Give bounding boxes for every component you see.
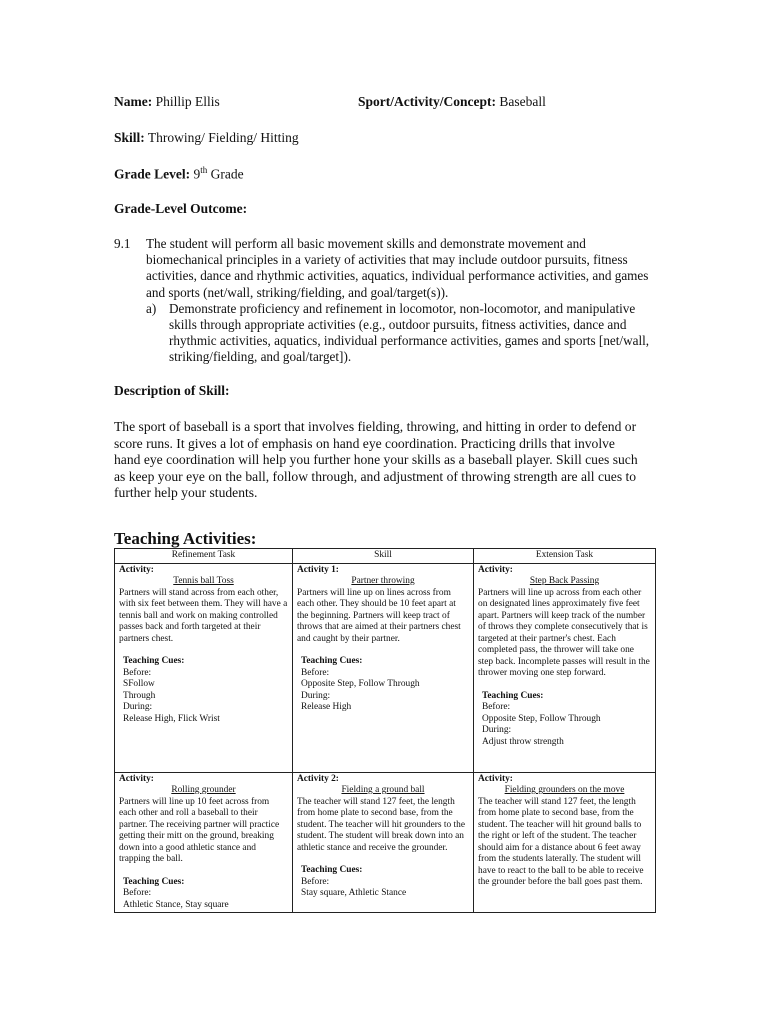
outcome-subitem-label: a) xyxy=(146,300,157,316)
extension-cell-2 xyxy=(474,772,656,913)
cue-line: Through xyxy=(123,690,156,701)
cue-line: Before: xyxy=(301,876,330,887)
cue-line: Before: xyxy=(482,702,511,712)
teaching-activities-heading: Teaching Activities: xyxy=(114,529,257,548)
description-text: The sport of baseball is a sport that involves fielding, throwing, and hitting in order to defend or score runs. It gives a lot of emphasis on hand eye coordination. Practicing drills that involve hand eye coordination will help you further hone your skills as a baseball player. Skill cues such as keep your eye on the ball, follow through, and adjustment of throwing strength are all cues to further help your students. xyxy=(114,419,638,501)
name-label: Name: xyxy=(114,94,153,109)
cue-line: During: xyxy=(482,725,512,735)
outcome-subitem xyxy=(146,301,659,366)
activity-body: Partners will line up across from each other on designated lines approximately five feet apart. Partners will keep track of the number of throws they complete consecutively that is targeted at their partner's chest. Each completed pass, the thrower will take one step back. Incomplete passes will result in the thrower moving one step forward. xyxy=(478,587,650,678)
activity-body: The teacher will stand 127 feet, the length from home plate to second base, from the student. The teacher will hit grounders to the student. The student will break down into an athletic stance and receive the grounder. xyxy=(297,796,466,853)
cue-line: Release High xyxy=(301,702,352,712)
extension-cell-1 xyxy=(474,563,656,772)
column-header-refinement: Refinement Task xyxy=(115,549,293,564)
cue-line: During: xyxy=(123,702,153,712)
sport-line xyxy=(358,94,546,110)
skill-value: Throwing/ Fielding/ Hitting xyxy=(147,130,299,145)
activity-label: Activity 2: xyxy=(297,773,339,784)
teaching-cues-label: Teaching Cues: xyxy=(123,656,185,666)
name-line xyxy=(114,94,220,110)
outcome-number: 9.1 xyxy=(114,236,131,251)
activity-body: Partners will line up 10 feet across from each other and roll a baseball to their partner. The receiving partner will practice getting their mitt on the ground, breaking down into a good athletic stance and trapping the ball. xyxy=(119,796,280,864)
activity-body: The teacher will stand 127 feet, the length from home plate to second base, from the student. The teacher will hit ground balls to the right or left of the student. The teacher should aim for a distance about 6 feet away from the students laterally. The student will have to react to the ball to be able to receive the grounder before the ball goes past them. xyxy=(478,796,644,887)
teaching-cues-label: Teaching Cues: xyxy=(301,865,363,875)
cue-line: Opposite Step, Follow Through xyxy=(301,679,420,689)
activity-body: Partners will line up on lines across from each other. They should be 10 feet apart at the beginning. Partners will keep tract of throws that are aimed at their partners chest and caught by their partner. xyxy=(297,587,461,644)
grade-suffix: Grade xyxy=(210,166,244,182)
teaching-cues-label: Teaching Cues: xyxy=(123,876,185,887)
outcome-text: The student will perform all basic movement skills and demonstrate movement and biomechanical principles in a variety of activities that may include outdoor pursuits, fitness activities, dance and rhythmic activities, aquatics, individual performance activities, and games and sports (net/wall, striking/fielding, and goal/target(s)). xyxy=(146,236,649,300)
grade-label: Grade Level: xyxy=(114,166,191,182)
refinement-cell-2 xyxy=(115,772,293,913)
cue-line: Before: xyxy=(301,667,330,678)
activity-title: Rolling grounder xyxy=(171,785,236,795)
column-header-extension: Extension Task xyxy=(474,549,656,564)
activity-label: Activity 1: xyxy=(297,564,339,575)
activity-label: Activity: xyxy=(478,564,513,575)
table-header-row xyxy=(115,549,656,564)
activity-title: Fielding grounders on the move xyxy=(504,785,625,795)
skill-label: Skill: xyxy=(114,130,145,145)
cue-line: Before: xyxy=(123,667,152,678)
activity-body: Partners will stand across from each other, with six feet between them. They will have a tennis ball and work on making controlled passes back and forth targeted at their partners chest. xyxy=(119,587,288,644)
teaching-activities-table xyxy=(114,548,656,913)
description-heading: Description of Skill: xyxy=(114,383,230,398)
table-row xyxy=(115,772,656,913)
outcome-block xyxy=(114,236,659,366)
table-row xyxy=(115,563,656,772)
cue-line: Athletic Stance, Stay square xyxy=(123,899,229,910)
activity-title: Partner throwing xyxy=(351,576,415,586)
activity-label: Activity: xyxy=(119,564,154,575)
grade-number: 9 xyxy=(193,166,201,182)
grade-line xyxy=(114,165,244,183)
outcome-subitem-text: Demonstrate proficiency and refinement in locomotor, non-locomotor, and manipulative skills through appropriate activities (e.g., outdoor pursuits, fitness activities, dance and rhythmic activities, aquatics, individual performance activities, games and sports [net/wall, striking/fielding, and goal/target]). xyxy=(169,300,650,365)
cue-line: During: xyxy=(301,690,331,701)
teaching-cues-label: Teaching Cues: xyxy=(301,656,363,666)
cue-line: Opposite Step, Follow Through xyxy=(482,713,601,724)
activity-title: Tennis ball Toss xyxy=(173,576,234,586)
sport-label: Sport/Activity/Concept: xyxy=(358,94,496,109)
teaching-cues-label: Teaching Cues: xyxy=(482,690,544,701)
skill-line xyxy=(114,130,299,146)
cue-line: Before: xyxy=(123,888,152,898)
cue-line: Stay square, Athletic Stance xyxy=(301,888,407,898)
activity-title: Fielding a ground ball xyxy=(341,785,425,795)
outcome-heading: Grade-Level Outcome: xyxy=(114,201,248,216)
skill-cell-2 xyxy=(293,772,474,913)
cue-line: Adjust throw strength xyxy=(482,736,564,747)
skill-cell-1 xyxy=(293,563,474,772)
column-header-skill: Skill xyxy=(293,549,474,564)
name-value: Phillip Ellis xyxy=(155,94,220,109)
activity-title: Step Back Passing xyxy=(529,576,600,586)
refinement-cell-1 xyxy=(115,563,293,772)
sport-value: Baseball xyxy=(499,94,546,109)
grade-superscript: th xyxy=(200,165,208,175)
activity-label: Activity: xyxy=(478,773,513,784)
activity-label: Activity: xyxy=(119,773,154,784)
cue-line: Release High, Flick Wrist xyxy=(123,713,220,724)
cue-line: SFollow xyxy=(123,679,155,689)
